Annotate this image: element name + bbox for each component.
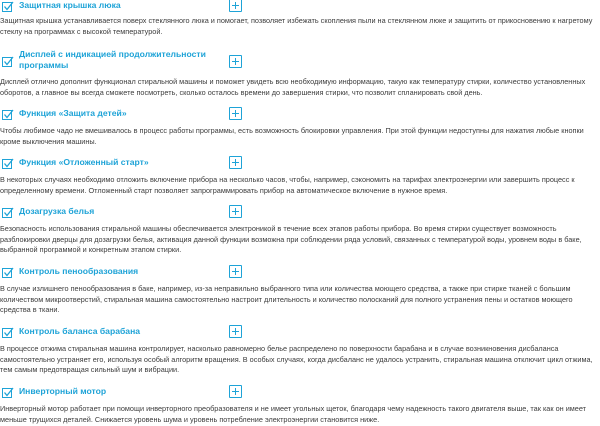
checkbox-check-icon bbox=[2, 267, 14, 279]
checkbox-check-icon bbox=[2, 158, 14, 170]
feature-description: Защитная крышка устанавливается поверх стеклянного люка и помогает, позволяет избежать скопления пыли на стеклянном люке и защитить от прикосновению к нагретому стеклу на программах с высокой температурой. bbox=[0, 16, 593, 36]
plus-square-icon[interactable] bbox=[229, 385, 242, 398]
feature-description: Дисплей отлично дополнит функционал стиральной машины и поможет увидеть всю необходимую информацию, такую как температуру стирки, количество установленных оборотов, а главное вы всегда сможете посмотреть, сколько осталось времени до завершения стирки, что позволит спланировать свой день. bbox=[0, 77, 586, 97]
plus-square-icon[interactable] bbox=[229, 325, 242, 338]
plus-square-icon[interactable] bbox=[229, 156, 242, 169]
feature-item bbox=[0, 0, 600, 36]
checkbox-check-icon bbox=[2, 327, 14, 339]
feature-header[interactable] bbox=[0, 387, 600, 403]
feature-title: Защитная крышка люка bbox=[19, 0, 121, 10]
feature-title: Функция «Отложенный старт» bbox=[19, 157, 149, 167]
feature-item bbox=[0, 266, 600, 314]
feature-header[interactable] bbox=[0, 158, 600, 174]
plus-square-icon[interactable] bbox=[229, 107, 242, 120]
feature-header[interactable] bbox=[0, 207, 600, 223]
checkbox-check-icon bbox=[2, 56, 14, 68]
plus-square-icon[interactable] bbox=[229, 205, 242, 218]
feature-item bbox=[0, 386, 600, 424]
checkbox-check-icon bbox=[2, 109, 14, 121]
feature-item bbox=[0, 206, 600, 254]
feature-header[interactable] bbox=[0, 327, 600, 343]
feature-description: В процессе отжима стиральная машина контролирует, насколько равномерно белье распределено по поверхности барабана и в случае возникновения дисбаланса самостоятельно устраняет его, используя особый алгоритм вращения. В особых случаях, когда дисбаланс не удалось устранить, стиральная машина отключит цикл отжима, тем самым предотвращая сильный шум и вибрации. bbox=[0, 344, 593, 374]
feature-description: В некоторых случаях необходимо отложить включение прибора на несколько часов, чтобы, например, сэкономить на тарифах электроэнергии или завершить процесс к определенному времени. Отложенный старт позволяет запрограммировать прибор на автоматическое включение в нужное время. bbox=[0, 175, 575, 195]
feature-title: Дисплей с индикацией продолжительности программы bbox=[19, 49, 206, 70]
feature-item bbox=[0, 108, 600, 146]
checkbox-check-icon bbox=[2, 207, 14, 219]
feature-item bbox=[0, 326, 600, 374]
feature-header[interactable] bbox=[0, 1, 600, 17]
plus-square-icon[interactable] bbox=[229, 55, 242, 68]
feature-description: Чтобы любимое чадо не вмешивалось в процесс работы программы, есть возможность блокировки управления. При этой функции недоступны для нажатия любые кнопки кроме выключения машины. bbox=[0, 126, 584, 146]
feature-item bbox=[0, 49, 600, 97]
feature-header[interactable] bbox=[0, 109, 600, 125]
plus-square-icon[interactable] bbox=[229, 0, 242, 12]
checkbox-check-icon bbox=[2, 1, 14, 13]
feature-title: Функция «Защита детей» bbox=[19, 108, 127, 118]
checkbox-check-icon bbox=[2, 387, 14, 399]
feature-description: В случае излишнего пенообразования в баке, например, из-за неправильно выбранного типа или количества моющего средства, а также при стирке тканей с большим количеством микроотверстий, стиральная машина самостоятельно настроит длительность и количество полосканий для полного устранения пены и остатков моющего средства в ткани. bbox=[0, 284, 573, 314]
feature-title: Контроль баланса барабана bbox=[19, 326, 141, 336]
feature-header[interactable] bbox=[0, 49, 600, 70]
feature-description: Инверторный мотор работает при помощи инверторного преобразователя и не имеет угольных щеток, благодаря чему надежность такого двигателя выше, так как он имеет меньше трущихся деталей. Снижается уровень шума и уровень потребление электроэнергии становится ниже. bbox=[0, 404, 587, 424]
feature-item bbox=[0, 157, 600, 195]
plus-square-icon[interactable] bbox=[229, 265, 242, 278]
feature-description: Безопасность использования стиральной машины обеспечивается электроникой в течение всех этапов работы прибора. Во время стирки существует возможность разблокировки дверцы для дозагрузки белья, активация данной функции возможна при соблюдении ряда условий, связанных с температурой воды, уровнем воды в баке, выбранной программой и конкретным этапом стирки. bbox=[0, 224, 582, 254]
feature-header[interactable] bbox=[0, 267, 600, 283]
feature-title: Контроль пенообразования bbox=[19, 266, 139, 276]
feature-title: Дозагрузка белья bbox=[19, 206, 95, 216]
feature-title: Инверторный мотор bbox=[19, 386, 107, 396]
